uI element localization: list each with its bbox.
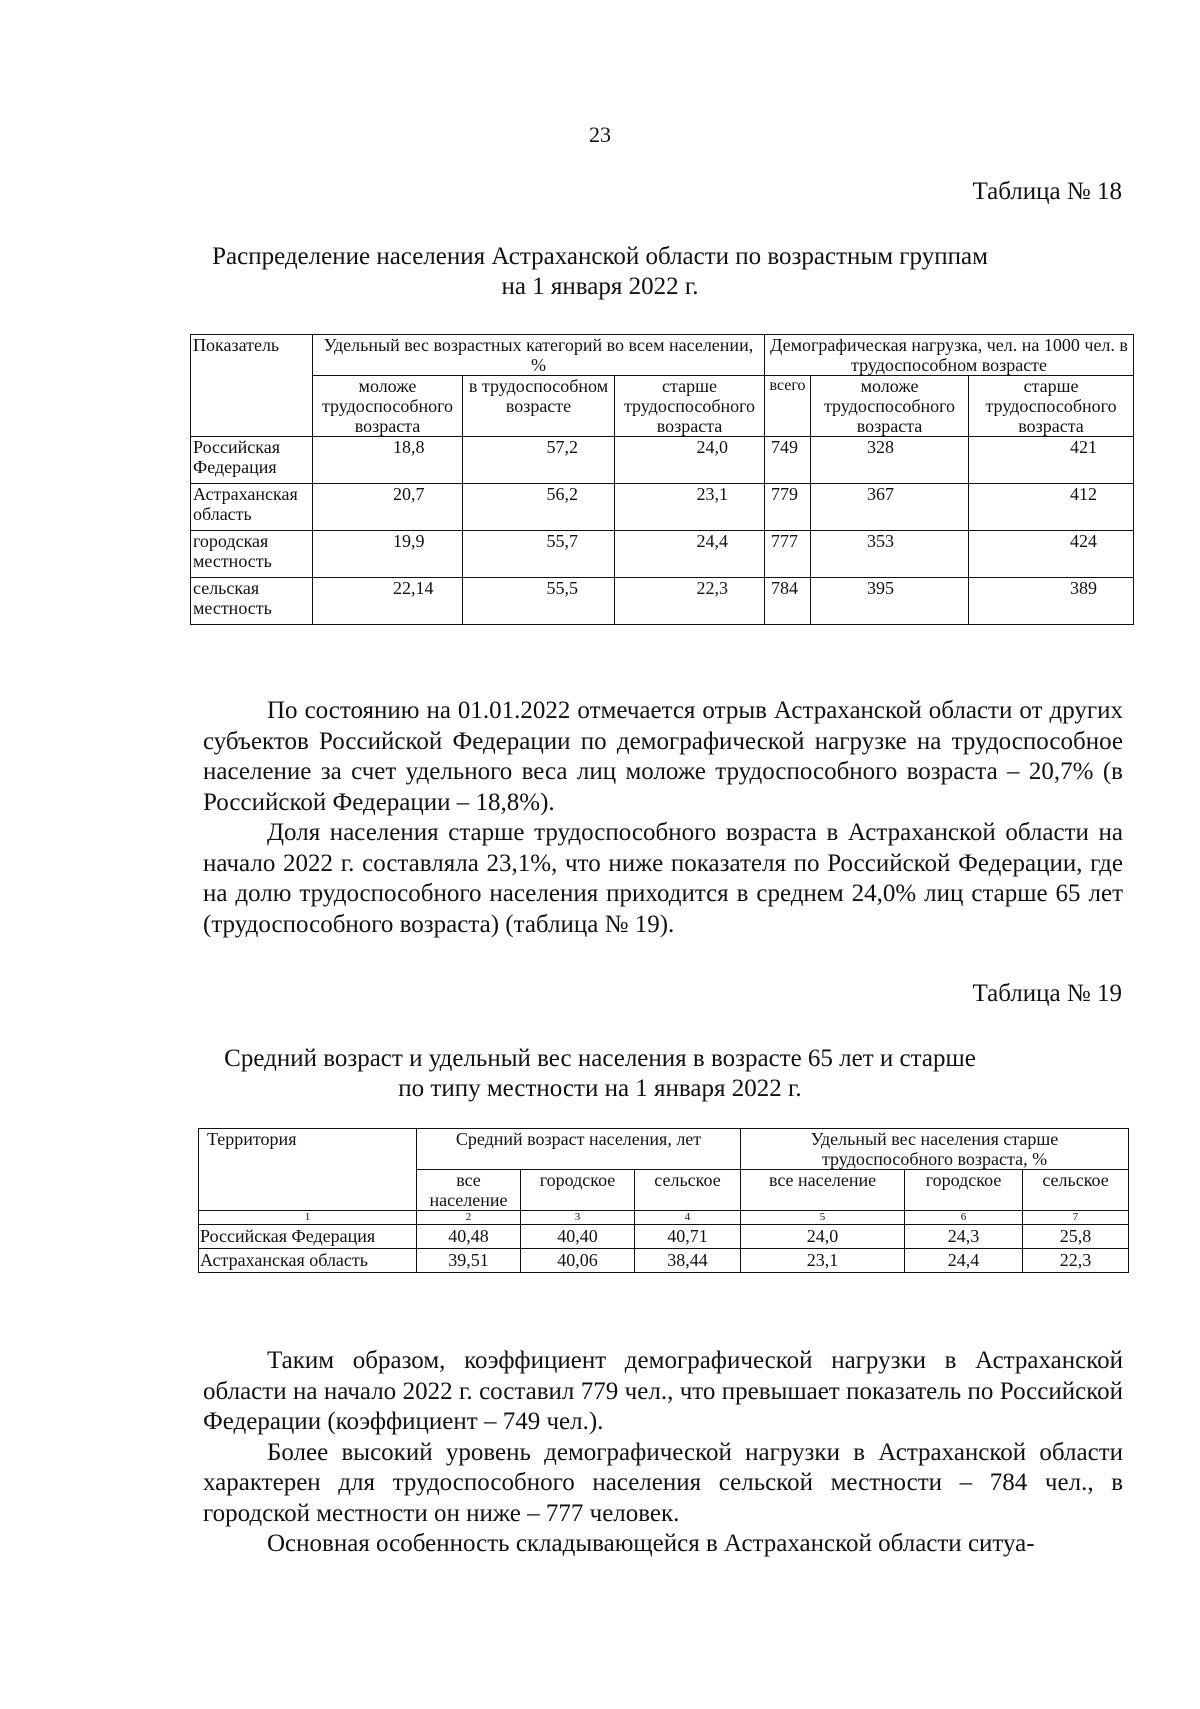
col-number: 2 <box>417 1211 521 1225</box>
row-name: Астраханская область <box>191 484 313 531</box>
cell-value: 38,44 <box>635 1249 741 1273</box>
paragraph: Основная особенность складывающейся в Астраханской области ситуа- <box>267 1530 1035 1557</box>
cell-older: 23,1 <box>615 484 765 531</box>
cell-load-younger: 395 <box>811 578 969 625</box>
header-rural: сельское <box>635 1170 741 1211</box>
cell-younger: 20,7 <box>313 484 463 531</box>
cell-younger: 19,9 <box>313 531 463 578</box>
header-indicator: Показатель <box>191 335 313 437</box>
paragraph: По состоянию на 01.01.2022 отмечается отрыв Астраханской области от других субъектов Российской Федерации по демографической нагрузке на трудоспособное население за счет удельного веса лиц моложе трудоспособного возраста – 20,7% (в Российской Федерации – 18,8%). <box>203 697 1123 816</box>
cell-value: 24,0 <box>741 1225 905 1249</box>
col-number: 6 <box>905 1211 1023 1225</box>
header-rural-2: сельское <box>1023 1170 1129 1211</box>
cell-load-older: 412 <box>969 484 1134 531</box>
header-urban-2: городское <box>905 1170 1023 1211</box>
table-row <box>191 437 1134 484</box>
page-number: 23 <box>589 122 611 147</box>
cell-total: 779 <box>765 484 811 531</box>
table-18-label: Таблица № 18 <box>972 178 1122 205</box>
cell-value: 39,51 <box>417 1249 521 1273</box>
cell-working: 55,7 <box>463 531 615 578</box>
cell-load-younger: 328 <box>811 437 969 484</box>
cell-working: 56,2 <box>463 484 615 531</box>
cell-load-older: 389 <box>969 578 1134 625</box>
header-avg-age: Средний возраст населения, лет <box>417 1129 741 1170</box>
cell-load-younger: 353 <box>811 531 969 578</box>
cell-load-older: 424 <box>969 531 1134 578</box>
cell-load-younger: 367 <box>811 484 969 531</box>
cell-value: 40,48 <box>417 1225 521 1249</box>
cell-value: 40,71 <box>635 1225 741 1249</box>
row-name: Российская Федерация <box>199 1225 417 1249</box>
row-name: Астраханская область <box>199 1249 417 1273</box>
cell-older: 22,3 <box>615 578 765 625</box>
text-block-2 <box>203 1346 1123 1560</box>
cell-value: 22,3 <box>1023 1249 1129 1273</box>
table-18-title <box>200 242 1000 302</box>
column-numbers-row <box>199 1211 1129 1225</box>
cell-working: 55,5 <box>463 578 615 625</box>
cell-older: 24,0 <box>615 437 765 484</box>
table-row <box>199 1225 1129 1249</box>
cell-value: 25,8 <box>1023 1225 1129 1249</box>
table-19-title-line2: по типу местности на 1 января 2022 г. <box>398 1075 802 1102</box>
paragraph: Доля населения старше трудоспособного возраста в Астраханской области на начало 2022 г. составляла 23,1%, что ниже показателя по Российской Федерации, где на долю трудоспособного населения приходится в среднем 24,0% лиц старше 65 лет (трудоспособного возраста) (таблица № 19). <box>203 819 1123 938</box>
header-all: все население <box>417 1170 521 1211</box>
header-older: старше трудоспособного возраста <box>615 376 765 437</box>
col-number: 5 <box>741 1211 905 1225</box>
header-younger: моложе трудоспособного возраста <box>313 376 463 437</box>
cell-younger: 22,14 <box>313 578 463 625</box>
cell-value: 40,06 <box>521 1249 635 1273</box>
header-share-group: Удельный вес возрастных категорий во всем населении, % <box>313 335 765 376</box>
header-working: в трудоспособном возрасте <box>463 376 615 437</box>
header-share-older: Удельный вес населения старше трудоспособного возраста, % <box>741 1129 1129 1170</box>
header-total: всего <box>765 376 811 437</box>
header-all-2: все население <box>741 1170 905 1211</box>
table-18-title-line1: Распределение населения Астраханской области по возрастным группам <box>212 243 988 270</box>
table-18 <box>190 334 1134 625</box>
col-number: 4 <box>635 1211 741 1225</box>
paragraph: Более высокий уровень демографической нагрузки в Астраханской области характерен для трудоспособного населения сельской местности – 784 чел., в городской местности он ниже – 777 человек. <box>203 1438 1123 1527</box>
header-territory: Территория <box>199 1129 417 1211</box>
header-urban: городское <box>521 1170 635 1211</box>
cell-value: 23,1 <box>741 1249 905 1273</box>
table-19-label: Таблица № 19 <box>972 980 1122 1007</box>
table-row <box>199 1249 1129 1273</box>
cell-total: 749 <box>765 437 811 484</box>
table-row <box>191 531 1134 578</box>
table-18-title-line2: на 1 января 2022 г. <box>501 273 699 300</box>
cell-value: 24,3 <box>905 1225 1023 1249</box>
row-name: сельская местность <box>191 578 313 625</box>
cell-total: 784 <box>765 578 811 625</box>
paragraph: Таким образом, коэффициент демографической нагрузки в Астраханской области на начало 2022 г. составил 779 чел., что превышает показатель по Российской Федерации (коэффициент – 749 чел.). <box>203 1347 1123 1435</box>
cell-older: 24,4 <box>615 531 765 578</box>
header-load-older: старше трудоспособного возраста <box>969 376 1134 437</box>
cell-younger: 18,8 <box>313 437 463 484</box>
col-number: 3 <box>521 1211 635 1225</box>
col-number: 7 <box>1023 1211 1129 1225</box>
cell-total: 777 <box>765 531 811 578</box>
header-load-group: Демографическая нагрузка, чел. на 1000 чел. в трудоспособном возрасте <box>765 335 1134 376</box>
table-row <box>191 578 1134 625</box>
row-name: городская местность <box>191 531 313 578</box>
cell-value: 24,4 <box>905 1249 1023 1273</box>
cell-working: 57,2 <box>463 437 615 484</box>
table-19 <box>198 1128 1129 1273</box>
cell-value: 40,40 <box>521 1225 635 1249</box>
cell-load-older: 421 <box>969 437 1134 484</box>
row-name: Российская Федерация <box>191 437 313 484</box>
table-19-title-line1: Средний возраст и удельный вес населения в возрасте 65 лет и старше <box>224 1045 976 1072</box>
header-load-younger: моложе трудоспособного возраста <box>811 376 969 437</box>
table-19-title <box>200 1044 1000 1104</box>
col-number: 1 <box>199 1211 417 1225</box>
table-row <box>191 484 1134 531</box>
text-block-1 <box>203 696 1123 940</box>
